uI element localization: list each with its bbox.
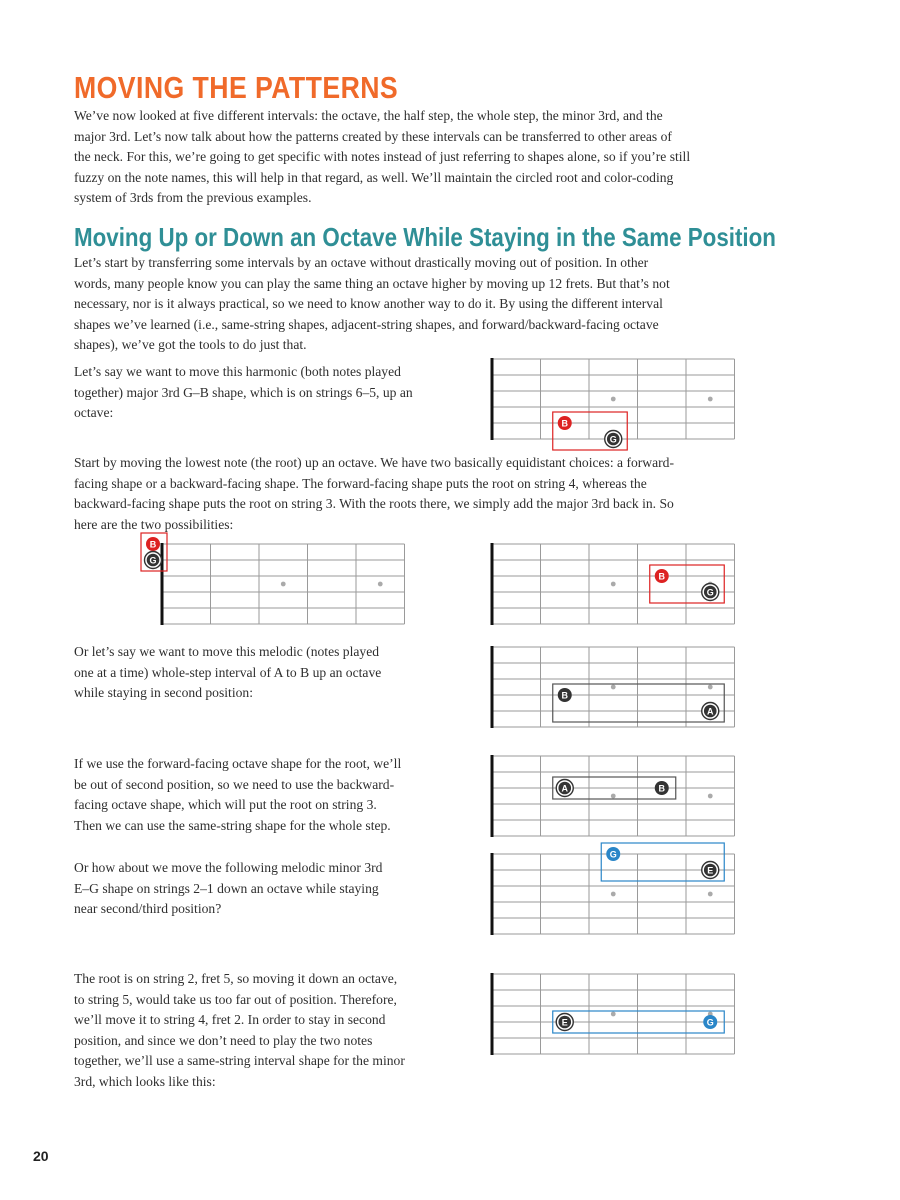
text-line: Then we can use the same-string shape for the whole step. [74,817,391,833]
page-heading: MOVING THE PATTERNS [74,70,399,105]
text-line: here are the two possibilities: [74,516,234,532]
text-line: to string 5, would take us too far out of position. Therefore, [74,991,397,1007]
text-line: be out of second position, so we need to use the backward- [74,776,395,792]
text-line: If we use the forward-facing octave shape for the root, we’ll [74,756,402,771]
note-label: B [149,539,157,550]
octave-intro-paragraph [74,253,834,356]
text-line: shapes), we’ve got the tools to do just that. [74,337,307,352]
interval-note-marker [146,537,160,551]
note-label: B [561,690,568,701]
fret-marker [611,892,616,897]
note-label: G [706,587,714,598]
interval-note-marker [655,781,669,795]
note-label: E [707,865,714,876]
text-line: We’ve now looked at five different intervals: the octave, the half step, the whole step, the minor 3rd, and the [74,108,663,123]
root-note-marker [605,431,622,448]
major-third-paragraph [74,362,474,424]
root-note-marker [145,552,162,569]
section-heading: Moving Up or Down an Octave While Staying in the Same Position [74,222,776,252]
fret-marker [378,582,383,587]
root-note-marker [556,780,573,797]
fret-marker [708,397,713,402]
text-line: octave: [74,405,114,420]
fret-marker [281,582,286,587]
text-line: facing octave shape, which will put the root on string 3. [74,797,377,812]
fretboard-diagram-minor-third-original [488,850,738,950]
text-line: position, and since we don’t need to play the two notes [74,1032,373,1048]
fret-marker [611,582,616,587]
interval-box [553,684,725,722]
text-line: one at a time) whole-step interval of A to B up an octave [74,664,382,680]
note-label: G [706,1017,714,1028]
text-line: shapes we’ve learned (i.e., same-string shapes, adjacent-string shapes, and forward/backward-facing octave [74,316,659,332]
fretboard-diagram-backward-facing [138,540,413,630]
fretboard-diagram-major-third-original [488,355,738,445]
root-note-marker [702,862,719,879]
minor-third-moved-paragraph [74,969,474,1092]
text-line: together, we’ll use a same-string interval shape for the minor [74,1053,405,1068]
root-note-marker [556,1014,573,1031]
text-line: Let’s start by transferring some intervals by an octave without drastically moving out of position. In other [74,255,649,270]
text-line: fuzzy on the note names, this will help in that regard, as well. We’ll maintain the circled root and color-coding [74,169,674,185]
whole-step-paragraph [74,642,474,704]
text-line: Start by moving the lowest note (the root) up an octave. We have two basically equidistant choices: a forward- [74,455,675,470]
interval-note-marker [558,688,572,702]
note-label: E [561,1017,568,1028]
interval-note-marker [655,569,669,583]
note-label: G [609,434,617,445]
fretboard-diagram-whole-step-moved [488,752,738,842]
fretboard-diagram-forward-facing [488,540,738,630]
note-label: B [658,571,665,582]
interval-note-marker [606,847,620,861]
note-label: G [609,849,617,860]
note-label: G [149,555,157,566]
note-label: B [658,783,665,794]
page-number: 20 [33,1148,49,1164]
note-label: B [561,418,568,429]
fret-marker [611,685,616,690]
text-line: Or how about we move the following melodic minor 3rd [74,860,383,875]
minor-third-paragraph [74,858,474,920]
text-line: the neck. For this, we’re going to get specific with notes instead of just referring to shapes alone, so if you’re still [74,149,691,164]
text-line: backward-facing shape puts the root on string 3. With the roots there, we simply add the major 3rd back in. So [74,496,674,511]
text-line: Let’s say we want to move this harmonic (both notes played [74,364,401,379]
text-line: 3rd, which looks like this: [74,1073,216,1089]
text-line: facing shape or a backward-facing shape. The forward-facing shape puts the root on string 4, whereas the [74,475,647,491]
text-line: while staying in second position: [74,685,253,700]
root-choices-paragraph [74,453,834,535]
fret-marker [611,1012,616,1017]
text-line: The root is on string 2, fret 5, so moving it down an octave, [74,971,398,986]
root-note-marker [702,584,719,601]
interval-note-marker [703,1015,717,1029]
text-line: together) major 3rd G–B shape, which is on strings 6–5, up an [74,384,413,400]
interval-note-marker [558,416,572,430]
text-line: we’ll move it to string 4, fret 2. In order to stay in second [74,1012,386,1027]
fret-marker [611,794,616,799]
text-line: necessary, nor is it always practical, so we need to know another way to do it. By using the different interval [74,296,663,311]
text-line: words, many people know you can play the same thing an octave higher by moving up 12 frets. But that’s not [74,275,670,291]
text-line: E–G shape on strings 2–1 down an octave while staying [74,880,379,896]
note-label: A [561,783,568,794]
text-line: system of 3rds from the previous examples. [74,190,312,205]
note-label: A [707,706,714,717]
intro-paragraph [74,106,834,209]
fret-marker [708,892,713,897]
fretboard-diagram-minor-third-moved [488,970,738,1060]
fret-marker [611,397,616,402]
root-note-marker [702,703,719,720]
text-line: near second/third position? [74,901,222,916]
text-line: Or let’s say we want to move this melodic (notes played [74,644,380,659]
fret-marker [708,685,713,690]
text-line: major 3rd. Let’s now talk about how the patterns created by these intervals can be transferred to other areas of [74,128,672,144]
fretboard-diagram-whole-step-original [488,643,738,743]
fret-marker [708,794,713,799]
backward-octave-paragraph [74,754,474,836]
